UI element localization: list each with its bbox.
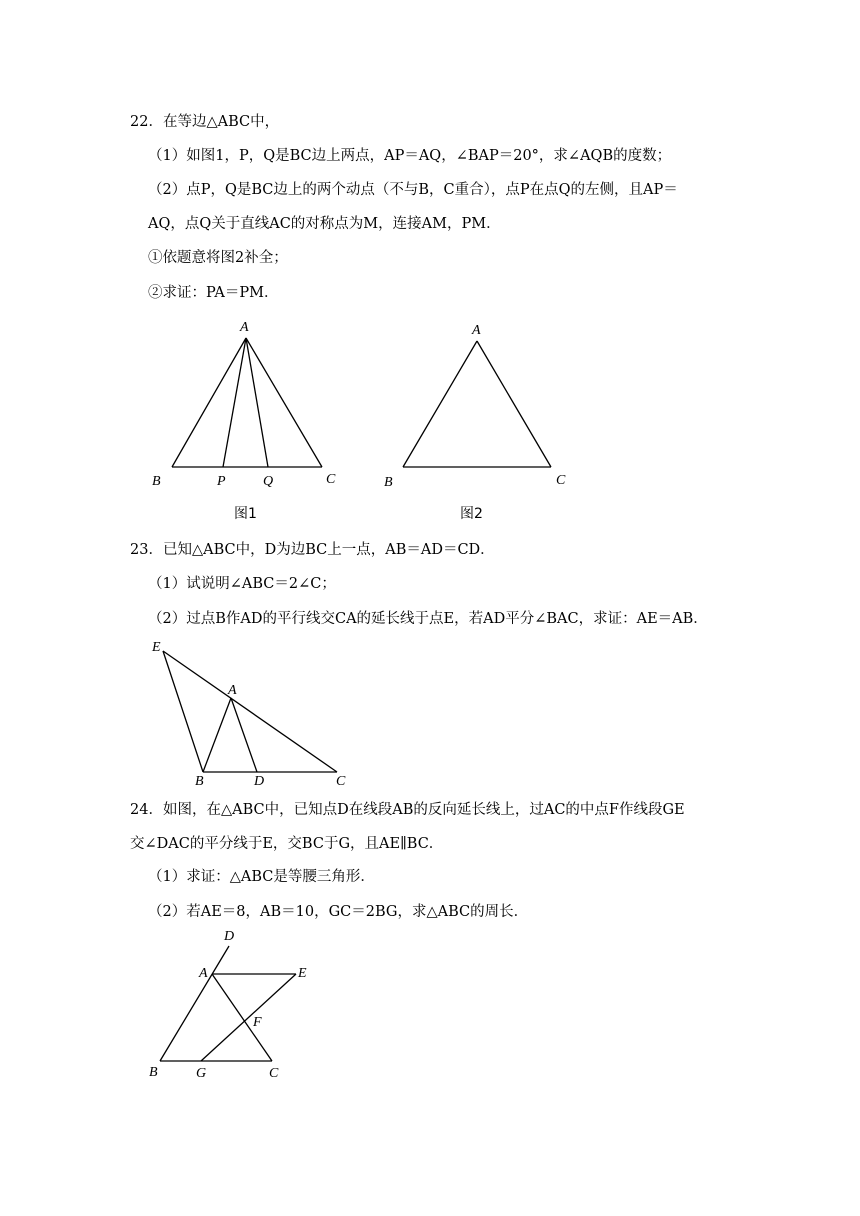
q24-stem-line2: 交∠DAC的平分线于E，交BC于G，且AE∥BC．: [130, 836, 444, 852]
q23-part2: （2）过点B作AD的平行线交CA的延长线于点E，若AD平分∠BAC，求证：AE＝AB．: [148, 611, 708, 627]
q22-subpart1: ①依题意将图2补全；: [148, 250, 288, 266]
fig1-label-q: Q: [263, 474, 274, 489]
q24-part2: （2）若AE＝8，AB＝10，GC＝2BG，求△ABC的周长．: [148, 904, 529, 920]
fig24-label-c: C: [269, 1066, 279, 1081]
q24-stem-line1: 24．如图，在△ABC中，已知点D在线段AB的反向延长线上，过AC的中点F作线段GE: [130, 802, 685, 818]
q23-part1: （1）试说明∠ABC＝2∠C；: [148, 576, 336, 592]
fig1-label-b: B: [152, 474, 161, 489]
fig1-caption: 图1: [234, 506, 257, 522]
q22-part2-line1: （2）点P，Q是BC边上的两个动点（不与B，C重合），点P在点Q的左侧，且AP＝: [148, 182, 678, 198]
fig23-label-d: D: [254, 774, 265, 789]
fig23-label-e: E: [152, 640, 161, 655]
q24-part1: （1）求证：△ABC是等腰三角形．: [148, 869, 375, 885]
q23-stem: 23．已知△ABC中，D为边BC上一点，AB＝AD＝CD．: [130, 542, 495, 558]
fig24-label-b: B: [149, 1065, 158, 1080]
fig2-caption: 图2: [460, 506, 483, 522]
q22-subpart2: ②求证：PA＝PM．: [148, 285, 279, 301]
fig23-label-b: B: [195, 774, 204, 789]
fig1-label-c: C: [326, 472, 336, 487]
fig1-label-a: A: [240, 320, 249, 335]
q22-stem: 22．在等边△ABC中，: [130, 114, 280, 130]
fig24-label-a: A: [199, 966, 208, 981]
fig24-label-e: E: [298, 966, 307, 981]
fig2-label-b: B: [384, 475, 393, 490]
fig23-label-c: C: [336, 774, 346, 789]
fig24-label-g: G: [196, 1066, 207, 1081]
fig2-label-c: C: [556, 473, 566, 488]
q22-part1: （1）如图1，P，Q是BC边上两点，AP＝AQ，∠BAP＝20°，求∠AQB的度数；: [148, 148, 672, 164]
fig24-label-d: D: [224, 929, 235, 944]
fig23-label-a: A: [228, 683, 237, 698]
fig24-label-f: F: [253, 1015, 262, 1030]
q22-part2-line2: AQ，点Q关于直线AC的对称点为M，连接AM，PM．: [148, 216, 501, 232]
fig1-label-p: P: [217, 474, 226, 489]
fig2-label-a: A: [472, 323, 481, 338]
